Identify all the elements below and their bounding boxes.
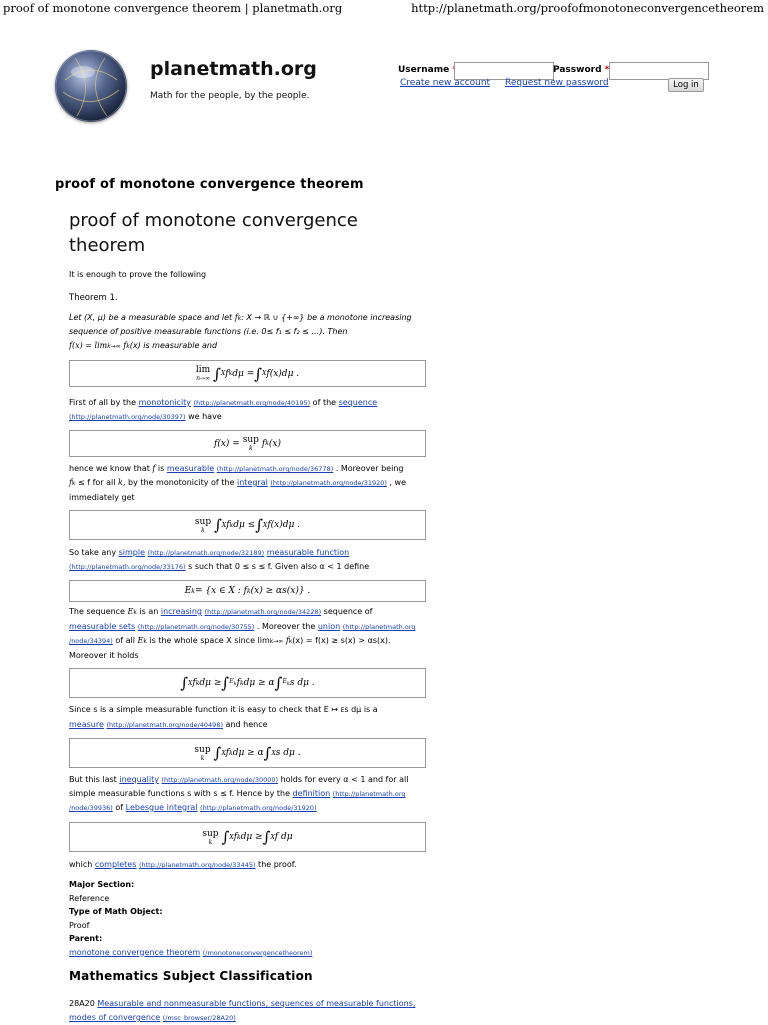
major-section-value: Reference (69, 893, 110, 903)
paragraph-3: So take any simple (http://planetmath.org/node/32189) measurable function (http://planetmath.org/node/33176) s such that 0 ≤ s ≤ f. Given also α < 1 define (69, 548, 370, 571)
url-inequality[interactable]: (http://planetmath.org/node/30000) (161, 776, 279, 784)
request-password-link[interactable]: Request new password (505, 78, 609, 88)
link-lebesgue-integral[interactable]: Lebesgue integral (125, 803, 198, 812)
site-name[interactable]: planetmath.org (150, 58, 317, 80)
password-label: Password * (553, 65, 610, 75)
link-measurable-sets[interactable]: measurable sets (69, 622, 136, 631)
msc-url[interactable]: (/msc_browser/28A20) (162, 1014, 236, 1022)
object-type-value: Proof (69, 920, 90, 930)
link-increasing[interactable]: increasing (160, 607, 203, 616)
username-label: Username (398, 65, 450, 75)
msc-title: Mathematics Subject Classification (69, 969, 313, 983)
paragraph-1: First of all by the monotonicity (http://planetmath.org/node/40195) of the sequence (http://planetmath.org/node/30397) we have (69, 398, 378, 421)
parent-label: Parent: (69, 934, 103, 943)
paragraph-4: The sequence Ek is an increasing (http://planetmath.org/node/34228) sequence of measurable sets (http://planetmath.org/node/30755) . Moreover the union (http://planetmath.org /node/34394) of all Ek is the whole space X since limk→∞ fk(x) = f(x) ≥ s(x) > αs(x). Moreover it holds (69, 607, 416, 660)
article-title: proof of monotone convergence theorem (69, 210, 358, 256)
msc-link-cont[interactable]: modes of convergence (69, 1013, 161, 1022)
equation-5: ∫ X f k dμ ≥ ∫ $E_k$ f k dμ ≥ α ∫ $E_k$ s dμ . (69, 668, 426, 698)
site-slogan: Math for the people, by the people. (150, 91, 310, 101)
url-union[interactable]: (http://planetmath.org (342, 623, 416, 631)
create-account-link[interactable]: Create new account (400, 78, 491, 88)
object-type-label: Type of Math Object: (69, 907, 163, 916)
url-simple[interactable]: (http://planetmath.org/node/32189) (147, 549, 265, 557)
url-lebesgue-integral[interactable]: (http://planetmath.org/node/31920) (200, 804, 317, 812)
link-definition[interactable]: definition (292, 789, 331, 798)
url-measure[interactable]: (http://planetmath.org/node/40498) (106, 721, 223, 729)
equation-7: sup k ∫ X f k dμ ≥ ∫ X f dμ (69, 822, 426, 852)
site-logo[interactable] (55, 50, 127, 122)
link-simple[interactable]: simple (118, 548, 146, 557)
link-measurable-function[interactable]: measurable function (266, 548, 350, 557)
article-metadata (69, 878, 427, 960)
link-integral[interactable]: integral (236, 478, 268, 487)
paragraph-2: hence we know that f is measurable (http://planetmath.org/node/36778) . Moreover being fk ≤ f for all k, by the monotonicity of the integral (http://planetmath.org/node/31920) , we immediately get (69, 464, 407, 502)
theorem-line-3: f(x) = limk→∞ fk(x) is measurable and (69, 341, 218, 350)
url-measurable-function[interactable]: (http://planetmath.org/node/33176) (69, 563, 186, 571)
equation-6: sup k ∫ X f k dμ ≥ α ∫ X s dμ . (69, 738, 426, 768)
link-inequality[interactable]: inequality (119, 775, 159, 784)
url-measurable[interactable]: (http://planetmath.org/node/36778) (216, 465, 334, 473)
equation-3: sup k ∫ X f k dμ ≤ ∫ X f(x)dμ . (69, 510, 426, 540)
paragraph-6: But this last inequality (http://planetmath.org/node/30000) holds for every α < 1 and for all simple measurable functions s with s ≤ f. Hence by the definition (http://planetmath.org /node/39936) of Lebesgue integral (http://planetmath.org/node/31920) (69, 775, 409, 812)
msc-code: 28A20 (69, 999, 95, 1008)
url-integral[interactable]: (http://planetmath.org/node/31920) (270, 479, 387, 487)
url-measurable-sets[interactable]: (http://planetmath.org/node/30755) (137, 623, 255, 631)
paragraph-7: which completes (http://planetmath.org/node/33445) the proof. (69, 860, 297, 869)
print-page-title: proof of monotone convergence theorem | planetmath.org (3, 1, 343, 15)
url-increasing[interactable]: (http://planetmath.org/node/34228) (204, 608, 322, 616)
parent-link[interactable]: monotone convergence theorem (69, 947, 201, 957)
link-measure[interactable]: measure (69, 720, 104, 729)
parent-url[interactable]: (/monotoneconvergencetheorem) (202, 948, 313, 957)
equation-2: f(x) = sup k f k (x) (69, 430, 426, 457)
url-union-cont[interactable]: /node/34394) (69, 637, 113, 645)
link-sequence[interactable]: sequence (338, 398, 378, 407)
theorem-line-1: Let (X, μ) be a measurable space and let fk: X → ℝ ∪ {+∞} be a monotone increasing (69, 313, 412, 322)
url-monotonicity[interactable]: (http://planetmath.org/node/40195) (193, 399, 311, 407)
major-section-label: Major Section: (69, 880, 135, 889)
link-union[interactable]: union (317, 622, 341, 631)
url-definition-cont[interactable]: /node/39936) (69, 804, 113, 812)
page-title: proof of monotone convergence theorem (55, 177, 364, 192)
paragraph-5: Since s is a simple measurable function it is easy to check that E ↦ Es dμ is a measure (http://planetmath.org/node/40498) and hence (69, 705, 378, 729)
url-sequence[interactable]: (http://planetmath.org/node/30397) (69, 413, 186, 421)
link-measurable[interactable]: measurable (166, 464, 215, 473)
theorem-label: Theorem 1. (69, 293, 118, 303)
print-page-url: http://planetmath.org/proofofmonotoneconvergencetheorem (411, 1, 764, 15)
print-header (0, 0, 768, 16)
link-monotonicity[interactable]: monotonicity (138, 398, 192, 407)
theorem-line-2: sequence of positive measurable functions (i.e. 0≤ f₁ ≤ f₂ ≤ …). Then (69, 327, 348, 336)
url-definition[interactable]: (http://planetmath.org (332, 790, 406, 798)
link-completes[interactable]: completes (94, 860, 137, 869)
msc-link[interactable]: Measurable and nonmeasurable functions, sequences of measurable functions, (97, 999, 416, 1008)
equation-4: E k = {x ∈ X : f k (x) ≥ αs(x)} . (69, 580, 426, 602)
url-completes[interactable]: (http://planetmath.org/node/33445) (138, 861, 256, 869)
msc-entry (69, 997, 427, 1025)
intro-text: It is enough to prove the following (69, 270, 207, 279)
login-form (396, 62, 708, 96)
equation-1: lim n→∞ ∫ X f k dμ = ∫ X f(x)dμ . (69, 360, 426, 387)
login-button[interactable]: Log in (668, 78, 704, 92)
